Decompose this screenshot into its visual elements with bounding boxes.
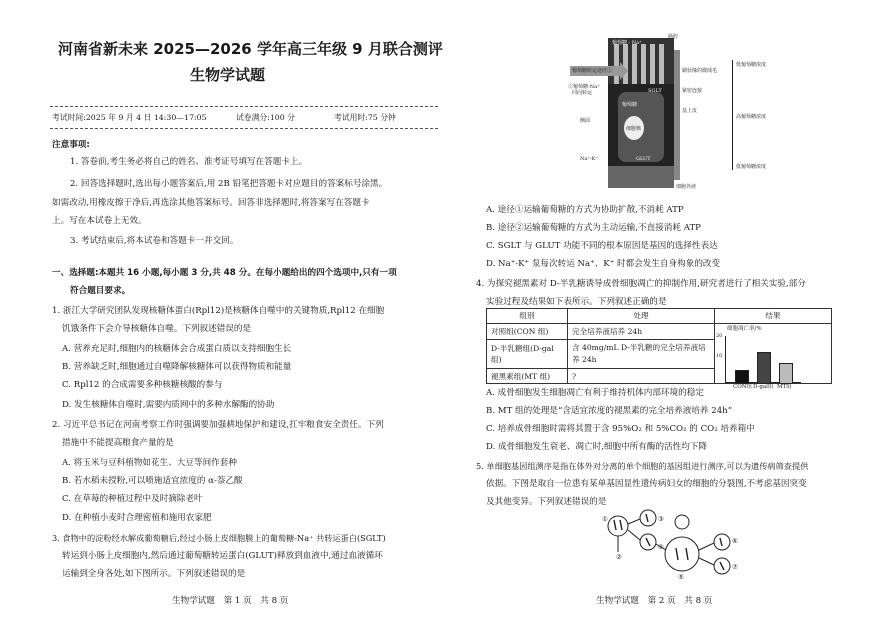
fig5-label-3: ③	[658, 515, 664, 523]
fig3-right-top: 低葡萄糖浓度	[736, 62, 767, 68]
fig5-label-7: ⑦	[732, 563, 738, 571]
fig3-cell: 葡萄糖	[622, 102, 638, 108]
duration: 考试用时:75 分钟	[334, 113, 396, 122]
q1-stem-2: 饥饿条件下会介导核糖体自噬。下列叙述错误的是	[62, 324, 252, 334]
note-2c: 上。写在本试卷上无效。	[52, 216, 147, 226]
q4-table	[486, 308, 832, 390]
fig3-top-label: 肠腔	[668, 34, 679, 40]
q5-stem-2: 依据。下图是取自一位患有某单基因显性遗传病妇女的细胞的分裂图,不考虑基因突变	[486, 479, 807, 489]
note-2b: 如需改动,用橡皮擦干净后,再选涂其他答案标号。回答非选择题时,将答案写在答题卡	[52, 198, 370, 208]
q4-table-cell: D-半乳糖组(D-gal 组)	[487, 340, 568, 369]
title-line1: 河南省新未来 2025—2026 学年高三年级 9 月联合测评	[58, 40, 443, 58]
q4-option-a: A. 成骨细胞发生细胞凋亡有利于维持机体内部环境的稳定	[486, 388, 704, 398]
fig3-inner-label: 葡萄糖 · Na⁺	[612, 40, 642, 46]
q1-option-d: D. 发生核糖体自噬时,需要内质网中的多种水解酶的协助	[62, 400, 275, 410]
q1-option-c: C. Rpl12 的合成需要多种核糖核酸的参与	[62, 380, 223, 390]
chart-xtick-mt: MT组	[777, 383, 792, 390]
fig5-label-5: ⑤	[678, 573, 684, 581]
figure-cell-division	[582, 508, 742, 584]
notes-heading: 注意事项:	[52, 140, 90, 150]
chart-ytick-20: 20	[716, 332, 723, 339]
q4-result-chart-cell	[715, 323, 832, 390]
q1-stem-1: 1. 浙江大学研究团队发现核糖体蛋白(Rpl12)是核糖体自噬中的关键物质,Rpl12 在细胞	[52, 306, 385, 316]
full-score: 试卷满分:100 分	[236, 113, 295, 122]
q4-table-cell-part: 养 24h	[572, 355, 597, 365]
note-1: 1. 答卷前,考生务必将自己的姓名、准考证号填写在答题卡上。	[70, 157, 308, 167]
fig3-path2b: 同向转运	[572, 90, 593, 96]
fig5-label-6: ⑥	[732, 537, 738, 545]
q2-stem-1: 2. 习近平总书记在河南考察工作时强调要加强耕地保护和建设,扛牢粮食安全责任。下列	[52, 420, 384, 430]
header-divider-top	[50, 106, 438, 107]
q4-stem-2: 实验过程及结果如下表所示。下列叙述正确的是	[486, 297, 667, 307]
q3-stem-3: 运输到全身各处,如下图所示。下列叙述错误的是	[62, 569, 246, 579]
q4-table-cell: ?	[568, 369, 715, 384]
q3-stem-2: 转运到小肠上皮细胞内,然后通过葡萄糖转运蛋白(GLUT)释放到血液中,通过血液循环	[62, 551, 383, 561]
fig3-na-k: Na⁺-K⁺	[580, 156, 599, 162]
q4-table-cell: 完全培养液培养 24h	[568, 323, 715, 340]
q2-option-b: B. 若水稻未授粉,可以喷施适宜浓度的 α-萘乙酸	[62, 476, 243, 486]
q4-option-d: D. 成骨细胞发生衰老、凋亡时,细胞中所有酶的活性均下降	[486, 442, 708, 452]
figure-glucose-transport	[566, 34, 726, 194]
chart-xtick-con: CON组	[733, 383, 753, 390]
chart-bar-2	[757, 352, 771, 384]
q4-table-header-result: 结果	[715, 309, 832, 324]
q3-option-b: B. 途径②运输葡萄糖的方式为主动运输,不直接消耗 ATP	[486, 223, 701, 233]
fig3-path1: 葡萄糖转运途径①	[572, 68, 613, 74]
exam-time: 考试时间:2025 年 9 月 4 日 14:30—17:05	[52, 113, 207, 122]
q3-option-d: D. Na⁺-K⁺ 泵每次转运 Na⁺、K⁺ 时都会发生自身构象的改变	[486, 259, 721, 269]
fig3-right-bot: 低葡萄糖浓度	[736, 164, 767, 170]
chart-bar-1	[735, 370, 749, 384]
q1-option-b: B. 营养缺乏时,细胞通过自噬降解核糖体可以获得物质和能量	[62, 362, 292, 372]
fig3-villi: 刷状缘的微绒毛	[682, 68, 718, 74]
figure-glucose-transport-svg	[566, 38, 726, 194]
fig3-membrane: 基上皮	[682, 108, 698, 114]
q3-stem-1: 3. 食物中的淀粉经水解成葡萄糖后,经过小肠上皮细胞膜上的葡萄糖-Na⁺ 共转运蛋白(SGLT)	[52, 533, 386, 543]
q3-option-a: A. 途径①运输葡萄糖的方式为协助扩散,不消耗 ATP	[486, 205, 684, 215]
fig3-right-mid: 高葡萄糖浓度	[736, 114, 767, 120]
section1-line1: 一、选择题:本题共 16 小题,每小题 3 分,共 48 分。在每小题给出的四个选项中,只有一项	[52, 268, 397, 278]
q4-table-cell: 褪黑素组(MT 组)	[487, 369, 568, 384]
fig3-path2: ②葡萄糖-Na⁺	[568, 84, 600, 90]
fig3-sglt: SGLT	[648, 88, 662, 94]
q2-option-c: C. 在草莓的种植过程中及时摘除老叶	[62, 494, 203, 504]
section1-line2: 符合题目要求。	[70, 286, 131, 296]
chart-y-axis	[725, 336, 726, 382]
q3-option-c: C. SGLT 与 GLUT 功能不同的根本原因是基因的选择性表达	[486, 241, 718, 251]
fig5-label-4: ④	[658, 543, 664, 551]
q4-table-header-group: 组别	[487, 309, 568, 324]
note-2a: 2. 回答选择题时,选出每小题答案后,用 2B 铅笔把答题卡对应题目的答案标号涂黑。	[70, 179, 388, 189]
q4-table-cell-part: 含 40mg/mL D-半乳糖的完全培养液培	[572, 343, 706, 353]
q1-option-a: A. 营养充足时,细胞内的核糖体会合成蛋白质以支持细胞生长	[62, 344, 292, 354]
fig3-space: 细胞外液	[676, 184, 697, 190]
fig5-label-1: ①	[602, 515, 608, 523]
q4-stem-1: 4. 为探究褪黑素对 D-半乳糖诱导成骨细胞凋亡的抑制作用,研究者进行了相关实验,部分	[476, 279, 806, 289]
fig3-gradient-arrow	[732, 60, 733, 170]
fig3-nucleus: 细胞核	[626, 126, 642, 132]
header-divider-bottom	[50, 128, 438, 129]
chart-xtick-dgal: D-gal组	[753, 383, 774, 390]
chart-ylabel: 细胞凋亡率/%	[727, 325, 762, 332]
q4-table-cell: 对照组(CON 组)	[487, 323, 568, 340]
footer-left: 生物学试题 第 1 页 共 8 页	[172, 596, 289, 606]
q2-option-d: D. 在种植小麦时合理密植和施用农家肥	[62, 513, 212, 523]
chart-ytick-10: 10	[716, 352, 723, 359]
q2-option-a: A. 将玉米与豆科植物如花生、大豆等间作套种	[62, 458, 237, 468]
q4-option-c: C. 培养成骨细胞时需将其置于含 95%O₂ 和 5%CO₂ 的 CO₂ 培养箱中	[486, 424, 755, 434]
fig3-left-label: 侧面	[580, 118, 591, 124]
fig5-label-2: ②	[616, 553, 622, 561]
q5-stem-3: 及其他变异。下列叙述错误的是	[486, 497, 607, 507]
note-3: 3. 考试结束后,将本试卷和答题卡一并交回。	[70, 236, 239, 246]
chart-bar-3	[779, 363, 793, 383]
q4-table-header-treatment: 处理	[568, 309, 715, 324]
title-line2: 生物学试题	[190, 66, 266, 84]
q4-table-cell	[568, 340, 715, 369]
fig3-tight: 紧密连接	[682, 88, 703, 94]
fig3-glut: GLUT	[636, 156, 651, 162]
q4-option-b: B. MT 组的处理是“含适宜浓度的褪黑素的完全培养液培养 24h”	[486, 406, 733, 416]
q5-stem-1: 5. 单细胞基因组测序是指在体外对分离的单个细胞的基因组进行测序,可以为遗传病筛查提供	[476, 461, 809, 471]
q4-result-chart	[715, 324, 831, 390]
footer-right: 生物学试题 第 2 页 共 8 页	[596, 596, 713, 606]
q2-stem-2: 措施中不能提高粮食产量的是	[62, 438, 174, 448]
